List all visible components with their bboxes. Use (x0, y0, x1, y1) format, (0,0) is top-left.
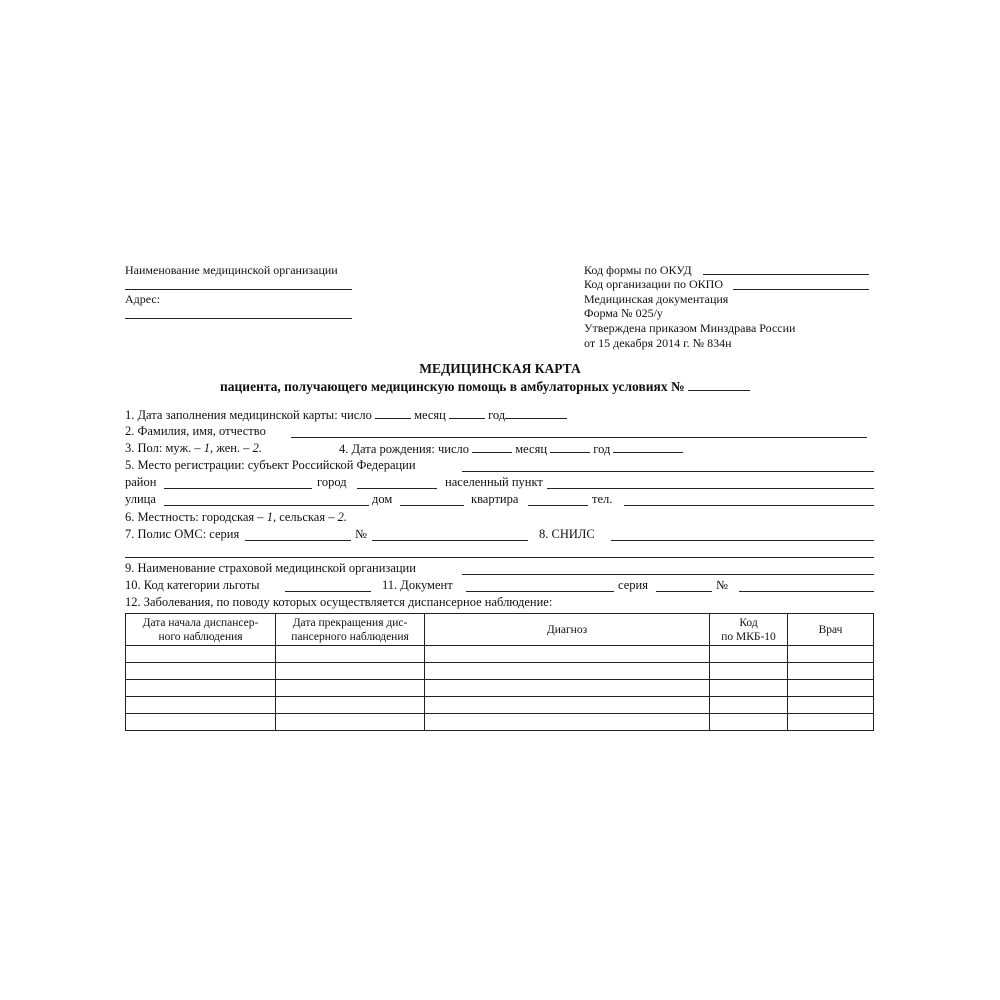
field-1-year: год (488, 408, 506, 422)
table-cell[interactable] (788, 697, 874, 714)
table-cell[interactable] (788, 680, 874, 697)
fill-month-field[interactable] (449, 407, 485, 419)
house-label: дом (372, 492, 393, 506)
table-cell[interactable] (710, 663, 788, 680)
region-field[interactable] (462, 471, 874, 472)
field-3-row (125, 441, 262, 456)
card-number-field[interactable] (688, 379, 750, 391)
table-cell[interactable] (276, 663, 425, 680)
table-row (126, 646, 874, 663)
district-label: район (125, 475, 157, 489)
table-cell[interactable] (425, 714, 710, 731)
table-cell[interactable] (276, 680, 425, 697)
table-row (126, 663, 874, 680)
approved-date: от 15 декабря 2014 г. № 834н (584, 336, 732, 350)
phone-label: тел. (592, 492, 613, 506)
col-end-date: Дата прекращения дис- пансерного наблюдения (276, 614, 425, 646)
fill-year-field[interactable] (505, 407, 567, 419)
oms-number-label: № (355, 527, 367, 541)
table-cell[interactable] (126, 663, 276, 680)
field-9-label: 9. Наименование страховой медицинской организации (125, 561, 416, 575)
page-title: МЕДИЦИНСКАЯ КАРТА (419, 361, 581, 376)
col-start-date: Дата начала диспансер- ного наблюдения (126, 614, 276, 646)
birth-month-field[interactable] (550, 441, 590, 453)
fill-day-field[interactable] (375, 407, 411, 419)
okpo-label: Код организации по ОКПО (584, 277, 724, 291)
form-number: Форма № 025/у (584, 306, 663, 320)
doc-series-field[interactable] (656, 591, 712, 592)
table-cell[interactable] (425, 646, 710, 663)
extra-line[interactable] (125, 557, 874, 558)
field-1-label: 1. Дата заполнения медицинской карты: число (125, 408, 372, 422)
okud-line[interactable] (703, 274, 869, 275)
birth-day-field[interactable] (472, 441, 512, 453)
locality-label: населенный пункт (445, 475, 543, 489)
full-name-field[interactable] (291, 437, 867, 438)
org-name-label: Наименование медицинской организации (125, 263, 338, 277)
district-field[interactable] (164, 488, 312, 489)
field-7-label: 7. Полис ОМС: серия (125, 527, 240, 541)
field-3-label: 3. Пол: муж. – (125, 441, 201, 455)
rural-code: 2. (337, 510, 347, 524)
field-1-row (125, 407, 567, 423)
snils-field[interactable] (611, 540, 874, 541)
table-cell[interactable] (710, 714, 788, 731)
street-field[interactable] (164, 505, 369, 506)
org-name-line[interactable] (125, 289, 352, 290)
field-12-label: 12. Заболевания, по поводу которых осуществляется диспансерное наблюдение: (125, 595, 553, 609)
field-4-year: год (593, 442, 611, 456)
rural-label: сельская – (279, 510, 335, 524)
field-6-label: 6. Местность: городская – (125, 510, 264, 524)
table-cell[interactable] (276, 714, 425, 731)
field-5-label: 5. Место регистрации: субъект Российской Федерации (125, 458, 416, 472)
dispensary-table (125, 613, 874, 731)
table-cell[interactable] (710, 646, 788, 663)
okud-label: Код формы по ОКУД (584, 263, 692, 277)
table-cell[interactable] (788, 646, 874, 663)
locality-field[interactable] (547, 488, 874, 489)
table-cell[interactable] (126, 714, 276, 731)
table-cell[interactable] (425, 663, 710, 680)
address-label: Адрес: (125, 292, 161, 306)
field-4-month: месяц (515, 442, 548, 456)
oms-series-field[interactable] (245, 540, 351, 541)
field-1-month: месяц (414, 408, 446, 422)
city-label: город (317, 475, 347, 489)
table-cell[interactable] (126, 646, 276, 663)
house-field[interactable] (400, 505, 464, 506)
apartment-field[interactable] (528, 505, 588, 506)
approved-text: Утверждена приказом Минздрава России (584, 321, 796, 335)
table-cell[interactable] (710, 697, 788, 714)
table-header-row (126, 614, 874, 646)
male-code: 1, (203, 441, 214, 455)
insurer-field[interactable] (462, 574, 874, 575)
table-cell[interactable] (126, 697, 276, 714)
table-cell[interactable] (788, 663, 874, 680)
table-cell[interactable] (276, 697, 425, 714)
doc-type: Медицинская документация (584, 292, 729, 306)
table-cell[interactable] (425, 697, 710, 714)
urban-code: 1, (266, 510, 277, 524)
table-row (126, 697, 874, 714)
table-row (126, 680, 874, 697)
oms-number-field[interactable] (372, 540, 528, 541)
col-diagnosis: Диагноз (425, 614, 710, 646)
col-icd-code: Код по МКБ-10 (710, 614, 788, 646)
field-11-label: 11. Документ (382, 578, 453, 592)
apartment-label: квартира (471, 492, 519, 506)
benefit-code-field[interactable] (285, 591, 371, 592)
col-doctor: Врач (788, 614, 874, 646)
address-line[interactable] (125, 318, 352, 319)
street-label: улица (125, 492, 156, 506)
female-label: жен. – (216, 441, 250, 455)
table-cell[interactable] (276, 646, 425, 663)
field-10-label: 10. Код категории льготы (125, 578, 260, 592)
document-field[interactable] (466, 591, 614, 592)
doc-series-label: серия (618, 578, 648, 592)
field-4-row (339, 441, 683, 457)
okpo-line[interactable] (733, 289, 869, 290)
subtitle-text: пациента, получающего медицинскую помощь в амбулаторных условиях № (220, 379, 685, 394)
table-cell[interactable] (126, 680, 276, 697)
page-subtitle (220, 379, 750, 395)
phone-field[interactable] (624, 505, 874, 506)
doc-number-label: № (716, 578, 728, 592)
table-cell[interactable] (710, 680, 788, 697)
field-4-label: 4. Дата рождения: число (339, 442, 470, 456)
table-row (126, 714, 874, 731)
field-8-label: 8. СНИЛС (539, 527, 595, 541)
birth-year-field[interactable] (613, 441, 683, 453)
doc-number-field[interactable] (739, 591, 874, 592)
field-2-label: 2. Фамилия, имя, отчество (125, 424, 266, 438)
city-field[interactable] (357, 488, 437, 489)
female-code: 2. (252, 441, 262, 455)
table-cell[interactable] (788, 714, 874, 731)
table-cell[interactable] (425, 680, 710, 697)
field-6-row (125, 510, 347, 525)
